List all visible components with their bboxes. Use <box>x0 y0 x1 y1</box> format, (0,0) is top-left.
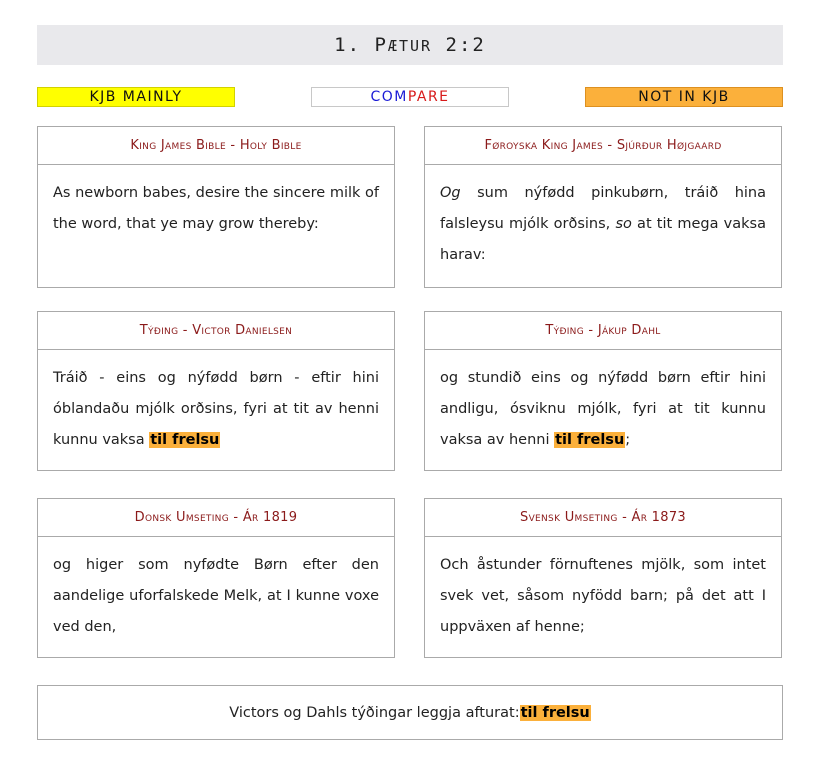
card-jakup-dahl <box>424 311 782 471</box>
verse-text: og stundið eins og nýfødd børn eftir hini andligu, ósviknu mjólk, fyri at tit kunnu vaksa av henni til frelsu; <box>440 370 766 448</box>
verse-text: og higer som nyfødte Børn efter den aandelige uforfalskede Melk, at I kunne voxe ved den, <box>53 557 379 635</box>
verse-text: As newborn babes, desire the sincere milk of the word, that ye may grow thereby: <box>53 185 379 232</box>
highlight-til-frelsu: til frelsu <box>555 432 625 448</box>
highlight-til-frelsu: til frelsu <box>150 432 220 448</box>
card-heading: Týðing - Victor Danielsen <box>38 312 394 350</box>
card-kjb <box>37 126 395 288</box>
page-title: 1. PÆTUR 2:2 <box>334 34 486 56</box>
highlight-til-frelsu: til frelsu <box>520 704 590 721</box>
verse-text: Og sum nýfødd pinkubørn, tráið hina falsleysu mjólk orðsins, so at tit mega vaksa harav: <box>440 185 766 263</box>
card-heading: Donsk Umseting - Ár 1819 <box>38 499 394 537</box>
card-heading: Týðing - Jákup Dahl <box>425 312 781 350</box>
verse-text: Tráið - eins og nýfødd børn - eftir hini óblandaðu mjólk orðsins, fyri at tit av henni kunnu vaksa til frelsu <box>53 370 379 448</box>
card-foroyska-kjb <box>424 126 782 288</box>
card-svensk-1873 <box>424 498 782 658</box>
card-donsk-1819 <box>37 498 395 658</box>
title-bar <box>37 25 783 65</box>
legend-not-in-kjb: NOT IN KJB <box>585 87 783 107</box>
card-heading: Svensk Umseting - Ár 1873 <box>425 499 781 537</box>
card-heading: King James Bible - Holy Bible <box>38 127 394 165</box>
card-victor-danielsen <box>37 311 395 471</box>
card-heading: Føroyska King James - Sjúrður Højgaard <box>425 127 781 165</box>
verse-text: Och åstunder förnuftenes mjölk, som intet svek vet, såsom nyfödd barn; på det att I uppväxen af henne; <box>440 557 766 635</box>
footer-note: Victors og Dahls týðingar leggja afturat: til frelsu <box>37 685 783 740</box>
legend-compare[interactable]: COM PARE <box>311 87 509 107</box>
legend-kjb-mainly: KJB MAINLY <box>37 87 235 107</box>
